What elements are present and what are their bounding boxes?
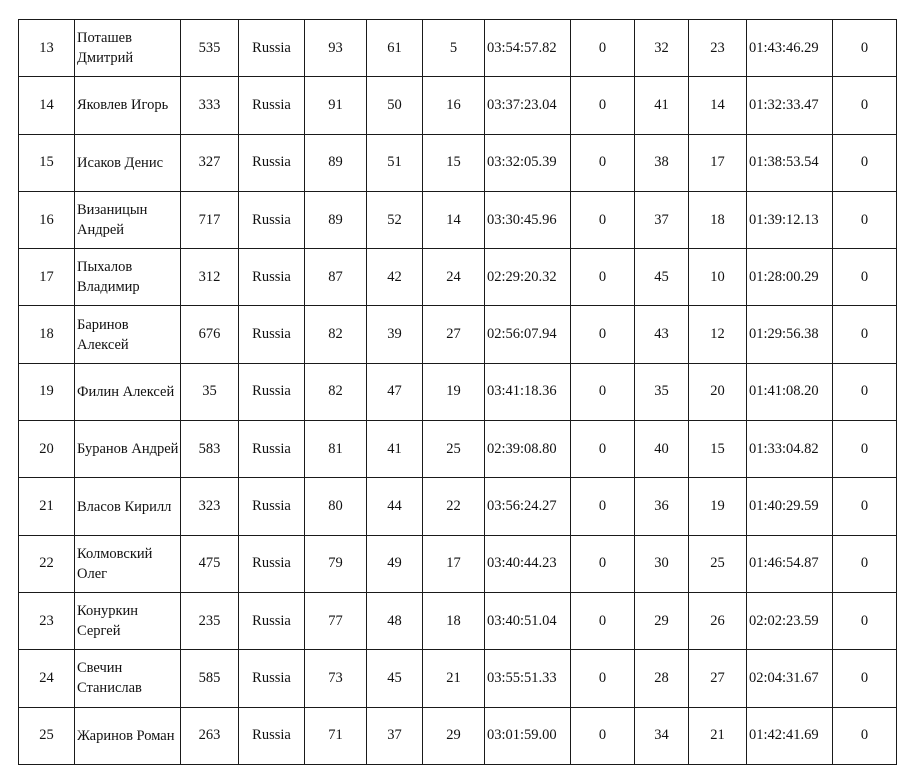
time-split-cell: 01:40:29.59 — [747, 478, 833, 535]
penalty-a-cell: 0 — [571, 191, 635, 248]
penalty-a-cell: 0 — [571, 134, 635, 191]
name-cell: Поташев Дмитрий — [75, 20, 181, 77]
name-cell: Филин Алексей — [75, 363, 181, 420]
time-total-cell: 03:32:05.39 — [485, 134, 571, 191]
time-total-cell: 02:39:08.80 — [485, 421, 571, 478]
time-split-cell: 01:28:00.29 — [747, 249, 833, 306]
count-a-cell: 44 — [367, 478, 423, 535]
country-cell: Russia — [239, 306, 305, 363]
score-cell: 80 — [305, 478, 367, 535]
place-cell: 23 — [19, 592, 75, 649]
penalty-b-cell: 0 — [833, 421, 897, 478]
place-cell: 19 — [19, 363, 75, 420]
score-cell: 93 — [305, 20, 367, 77]
table-row — [19, 707, 897, 764]
country-cell: Russia — [239, 191, 305, 248]
name-cell: Власов Кирилл — [75, 478, 181, 535]
bib-cell: 475 — [181, 535, 239, 592]
place-cell: 16 — [19, 191, 75, 248]
count-d-cell: 19 — [689, 478, 747, 535]
bib-cell: 327 — [181, 134, 239, 191]
count-c-cell: 45 — [635, 249, 689, 306]
score-cell: 82 — [305, 363, 367, 420]
table-row — [19, 421, 897, 478]
penalty-a-cell: 0 — [571, 249, 635, 306]
name-cell: Буранов Андрей — [75, 421, 181, 478]
time-split-cell: 01:38:53.54 — [747, 134, 833, 191]
penalty-a-cell: 0 — [571, 592, 635, 649]
count-b-cell: 25 — [423, 421, 485, 478]
count-d-cell: 26 — [689, 592, 747, 649]
count-c-cell: 40 — [635, 421, 689, 478]
count-d-cell: 25 — [689, 535, 747, 592]
count-b-cell: 5 — [423, 20, 485, 77]
name-cell: Пыхалов Владимир — [75, 249, 181, 306]
count-a-cell: 45 — [367, 650, 423, 707]
name-cell: Баринов Алексей — [75, 306, 181, 363]
bib-cell: 333 — [181, 77, 239, 134]
score-cell: 79 — [305, 535, 367, 592]
count-a-cell: 48 — [367, 592, 423, 649]
penalty-b-cell: 0 — [833, 191, 897, 248]
time-total-cell: 02:29:20.32 — [485, 249, 571, 306]
bib-cell: 323 — [181, 478, 239, 535]
count-b-cell: 21 — [423, 650, 485, 707]
count-c-cell: 32 — [635, 20, 689, 77]
time-total-cell: 03:30:45.96 — [485, 191, 571, 248]
score-cell: 91 — [305, 77, 367, 134]
penalty-b-cell: 0 — [833, 535, 897, 592]
time-total-cell: 03:56:24.27 — [485, 478, 571, 535]
time-split-cell: 01:41:08.20 — [747, 363, 833, 420]
count-b-cell: 29 — [423, 707, 485, 764]
penalty-a-cell: 0 — [571, 20, 635, 77]
bib-cell: 676 — [181, 306, 239, 363]
place-cell: 25 — [19, 707, 75, 764]
count-c-cell: 35 — [635, 363, 689, 420]
table-row — [19, 478, 897, 535]
time-total-cell: 03:01:59.00 — [485, 707, 571, 764]
place-cell: 13 — [19, 20, 75, 77]
count-a-cell: 39 — [367, 306, 423, 363]
place-cell: 15 — [19, 134, 75, 191]
count-a-cell: 50 — [367, 77, 423, 134]
country-cell: Russia — [239, 20, 305, 77]
bib-cell: 35 — [181, 363, 239, 420]
time-total-cell: 03:54:57.82 — [485, 20, 571, 77]
count-d-cell: 12 — [689, 306, 747, 363]
score-cell: 87 — [305, 249, 367, 306]
count-c-cell: 43 — [635, 306, 689, 363]
count-d-cell: 21 — [689, 707, 747, 764]
name-cell: Яковлев Игорь — [75, 77, 181, 134]
count-b-cell: 16 — [423, 77, 485, 134]
count-c-cell: 29 — [635, 592, 689, 649]
penalty-a-cell: 0 — [571, 77, 635, 134]
count-b-cell: 18 — [423, 592, 485, 649]
penalty-a-cell: 0 — [571, 421, 635, 478]
place-cell: 24 — [19, 650, 75, 707]
table-row — [19, 535, 897, 592]
table-row — [19, 77, 897, 134]
count-c-cell: 37 — [635, 191, 689, 248]
count-d-cell: 18 — [689, 191, 747, 248]
penalty-a-cell: 0 — [571, 363, 635, 420]
time-split-cell: 02:04:31.67 — [747, 650, 833, 707]
time-split-cell: 01:33:04.82 — [747, 421, 833, 478]
table-row — [19, 20, 897, 77]
penalty-b-cell: 0 — [833, 249, 897, 306]
name-cell: Визаницын Андрей — [75, 191, 181, 248]
place-cell: 20 — [19, 421, 75, 478]
time-total-cell: 03:41:18.36 — [485, 363, 571, 420]
table-row — [19, 249, 897, 306]
count-d-cell: 14 — [689, 77, 747, 134]
country-cell: Russia — [239, 650, 305, 707]
count-a-cell: 61 — [367, 20, 423, 77]
penalty-b-cell: 0 — [833, 20, 897, 77]
count-b-cell: 14 — [423, 191, 485, 248]
time-split-cell: 01:42:41.69 — [747, 707, 833, 764]
score-cell: 89 — [305, 134, 367, 191]
name-cell: Конуркин Сергей — [75, 592, 181, 649]
count-d-cell: 23 — [689, 20, 747, 77]
count-d-cell: 27 — [689, 650, 747, 707]
country-cell: Russia — [239, 134, 305, 191]
count-a-cell: 42 — [367, 249, 423, 306]
count-b-cell: 19 — [423, 363, 485, 420]
time-split-cell: 01:29:56.38 — [747, 306, 833, 363]
count-a-cell: 51 — [367, 134, 423, 191]
penalty-a-cell: 0 — [571, 306, 635, 363]
score-cell: 73 — [305, 650, 367, 707]
bib-cell: 235 — [181, 592, 239, 649]
penalty-a-cell: 0 — [571, 707, 635, 764]
penalty-b-cell: 0 — [833, 592, 897, 649]
results-table — [18, 19, 897, 765]
place-cell: 18 — [19, 306, 75, 363]
count-b-cell: 27 — [423, 306, 485, 363]
score-cell: 77 — [305, 592, 367, 649]
count-b-cell: 22 — [423, 478, 485, 535]
penalty-a-cell: 0 — [571, 650, 635, 707]
penalty-b-cell: 0 — [833, 478, 897, 535]
bib-cell: 583 — [181, 421, 239, 478]
penalty-a-cell: 0 — [571, 535, 635, 592]
table-row — [19, 306, 897, 363]
count-b-cell: 24 — [423, 249, 485, 306]
place-cell: 21 — [19, 478, 75, 535]
table-row — [19, 592, 897, 649]
count-c-cell: 28 — [635, 650, 689, 707]
time-split-cell: 01:32:33.47 — [747, 77, 833, 134]
time-total-cell: 03:37:23.04 — [485, 77, 571, 134]
table-row — [19, 134, 897, 191]
place-cell: 22 — [19, 535, 75, 592]
table-row — [19, 191, 897, 248]
count-a-cell: 37 — [367, 707, 423, 764]
score-cell: 82 — [305, 306, 367, 363]
name-cell: Колмовский Олег — [75, 535, 181, 592]
table-row — [19, 650, 897, 707]
count-c-cell: 41 — [635, 77, 689, 134]
country-cell: Russia — [239, 249, 305, 306]
count-a-cell: 49 — [367, 535, 423, 592]
penalty-b-cell: 0 — [833, 306, 897, 363]
count-d-cell: 15 — [689, 421, 747, 478]
place-cell: 14 — [19, 77, 75, 134]
country-cell: Russia — [239, 535, 305, 592]
count-c-cell: 38 — [635, 134, 689, 191]
place-cell: 17 — [19, 249, 75, 306]
bib-cell: 717 — [181, 191, 239, 248]
count-c-cell: 36 — [635, 478, 689, 535]
country-cell: Russia — [239, 478, 305, 535]
name-cell: Свечин Станислав — [75, 650, 181, 707]
time-split-cell: 01:39:12.13 — [747, 191, 833, 248]
score-cell: 81 — [305, 421, 367, 478]
bib-cell: 312 — [181, 249, 239, 306]
penalty-b-cell: 0 — [833, 77, 897, 134]
name-cell: Жаринов Роман — [75, 707, 181, 764]
time-total-cell: 03:40:51.04 — [485, 592, 571, 649]
country-cell: Russia — [239, 707, 305, 764]
country-cell: Russia — [239, 592, 305, 649]
penalty-a-cell: 0 — [571, 478, 635, 535]
count-b-cell: 17 — [423, 535, 485, 592]
country-cell: Russia — [239, 363, 305, 420]
count-c-cell: 34 — [635, 707, 689, 764]
bib-cell: 535 — [181, 20, 239, 77]
count-c-cell: 30 — [635, 535, 689, 592]
name-cell: Исаков Денис — [75, 134, 181, 191]
count-d-cell: 10 — [689, 249, 747, 306]
count-b-cell: 15 — [423, 134, 485, 191]
penalty-b-cell: 0 — [833, 134, 897, 191]
count-d-cell: 20 — [689, 363, 747, 420]
count-a-cell: 52 — [367, 191, 423, 248]
table-row — [19, 363, 897, 420]
score-cell: 89 — [305, 191, 367, 248]
count-a-cell: 47 — [367, 363, 423, 420]
penalty-b-cell: 0 — [833, 707, 897, 764]
time-total-cell: 02:56:07.94 — [485, 306, 571, 363]
results-table-body — [19, 20, 897, 765]
bib-cell: 263 — [181, 707, 239, 764]
time-total-cell: 03:40:44.23 — [485, 535, 571, 592]
time-split-cell: 02:02:23.59 — [747, 592, 833, 649]
country-cell: Russia — [239, 77, 305, 134]
score-cell: 71 — [305, 707, 367, 764]
penalty-b-cell: 0 — [833, 650, 897, 707]
penalty-b-cell: 0 — [833, 363, 897, 420]
count-a-cell: 41 — [367, 421, 423, 478]
time-split-cell: 01:46:54.87 — [747, 535, 833, 592]
bib-cell: 585 — [181, 650, 239, 707]
count-d-cell: 17 — [689, 134, 747, 191]
country-cell: Russia — [239, 421, 305, 478]
time-total-cell: 03:55:51.33 — [485, 650, 571, 707]
time-split-cell: 01:43:46.29 — [747, 20, 833, 77]
